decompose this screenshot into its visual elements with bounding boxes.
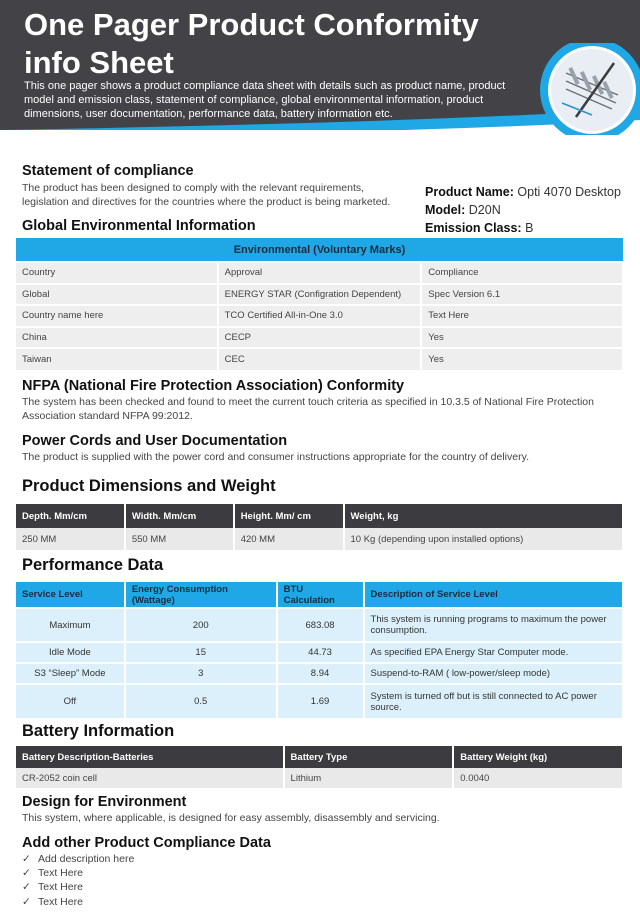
table-cell: 550 MM: [125, 528, 234, 550]
table-cell: Compliance: [421, 262, 623, 284]
check-icon: ✓: [22, 881, 31, 894]
column-header: Height. Mm/ cm: [234, 504, 344, 528]
table-row: [16, 284, 623, 306]
table-row: [16, 684, 623, 718]
table-header-row: [16, 582, 623, 608]
table-row: [16, 262, 623, 284]
power-text: The product is supplied with the power cord and consumer instructions appropriate for the country of delivery.: [22, 451, 529, 463]
power-section: [22, 433, 622, 464]
table-row: [16, 663, 623, 684]
nfpa-heading: NFPA (National Fire Protection Association) Conformity: [22, 378, 405, 394]
compliance-heading: Statement of compliance: [22, 163, 194, 179]
environment-heading: Global Environmental Information: [22, 218, 256, 234]
table-cell: Taiwan: [16, 348, 218, 370]
table-cell: 0.5: [125, 684, 277, 718]
check-icon: ✓: [22, 895, 31, 908]
table-row: [16, 348, 623, 370]
other-heading: Add other Product Compliance Data: [22, 835, 271, 851]
table-row: [16, 305, 623, 327]
table-cell: Maximum: [16, 608, 125, 642]
battery-table: [16, 746, 624, 788]
table-row: [16, 768, 623, 788]
column-header: Width. Mm/cm: [125, 504, 234, 528]
table-cell: 15: [125, 642, 277, 663]
list-item-text: Text Here: [38, 881, 83, 894]
table-cell: Country name here: [16, 305, 218, 327]
table-cell: Off: [16, 684, 125, 718]
table-cell: Lithium: [284, 768, 454, 788]
table-cell: China: [16, 327, 218, 349]
list-item-text: Text Here: [38, 867, 83, 880]
table-header-row: [16, 746, 623, 768]
table-cell: 1.69: [277, 684, 364, 718]
table-cell: This system is running programs to maximum the power consumption.: [364, 608, 623, 642]
list-item: [22, 866, 134, 880]
battery-heading: Battery Information: [22, 722, 175, 740]
column-header: Depth. Mm/cm: [16, 504, 125, 528]
check-icon: ✓: [22, 867, 31, 880]
emission-label: Emission Class:: [425, 221, 522, 235]
table-cell: CR-2052 coin cell: [16, 768, 284, 788]
design-section: [22, 794, 622, 825]
table-cell: 8.94: [277, 663, 364, 684]
environment-table: [16, 238, 624, 370]
performance-table: [16, 582, 624, 718]
table-row: [16, 608, 623, 642]
column-header: Energy Consumption (Wattage): [125, 582, 277, 608]
environment-table-title: Environmental (Voluntary Marks): [16, 238, 623, 262]
column-header: Battery Description-Batteries: [16, 746, 284, 768]
table-cell: ENERGY STAR (Configration Dependent): [218, 284, 422, 306]
table-cell: System is turned off but is still connected to AC power source.: [364, 684, 623, 718]
product-name-line: [425, 183, 621, 201]
page-subtitle: This one pager shows a product compliance data sheet with details such as product name, product model and emission class, statement of compliance, global environmental information, product dimensions, user documentation, performance data, battery information etc.: [24, 80, 506, 120]
table-cell: Spec Version 6.1: [421, 284, 623, 306]
compliance-text: The product has been designed to comply with the relevant requirements, legislation and directives for the countries where the product is being marketed.: [22, 182, 391, 208]
document-pen-icon: [532, 43, 640, 135]
table-cell: 3: [125, 663, 277, 684]
table-row: [16, 327, 623, 349]
table-row: [16, 642, 623, 663]
compliance-checklist: [22, 852, 134, 909]
dimensions-heading: Product Dimensions and Weight: [22, 477, 276, 495]
list-item-text: Text Here: [38, 895, 83, 908]
list-item: [22, 895, 134, 909]
column-header: Service Level: [16, 582, 125, 608]
power-heading: Power Cords and User Documentation: [22, 433, 288, 449]
nfpa-text: The system has been checked and found to meet the current touch criteria as specified in 10.3.5 of National Fire Protection Association standard NFPA 99:2012.: [22, 396, 594, 422]
table-cell: S3 “Sleep” Mode: [16, 663, 125, 684]
model-label: Model:: [425, 203, 466, 217]
table-cell: 683.08: [277, 608, 364, 642]
emission-line: [425, 219, 621, 237]
table-cell: 44.73: [277, 642, 364, 663]
design-heading: Design for Environment: [22, 794, 187, 810]
nfpa-section: [22, 378, 622, 423]
emission-value: B: [525, 221, 534, 235]
table-cell: 420 MM: [234, 528, 344, 550]
performance-heading: Performance Data: [22, 556, 164, 574]
page-title: One Pager Product Conformity info Sheet: [24, 7, 479, 80]
product-name-value: Opti 4070 Desktop: [517, 185, 621, 199]
table-cell: Yes: [421, 348, 623, 370]
product-name-label: Product Name:: [425, 185, 514, 199]
table-cell: As specified EPA Energy Star Computer mode.: [364, 642, 623, 663]
table-cell: 10 Kg (depending upon installed options): [344, 528, 623, 550]
list-item-text: Add description here: [38, 853, 135, 865]
table-cell: 250 MM: [16, 528, 125, 550]
check-icon: ✓: [22, 853, 31, 865]
table-cell: CECP: [218, 327, 422, 349]
table-cell: Suspend-to-RAM ( low-power/sleep mode): [364, 663, 623, 684]
table-cell: CEC: [218, 348, 422, 370]
table-cell: Global: [16, 284, 218, 306]
model-line: [425, 201, 621, 219]
column-header: BTU Calculation: [277, 582, 364, 608]
table-cell: 0.0040: [453, 768, 623, 788]
table-cell: Idle Mode: [16, 642, 125, 663]
table-cell: TCO Certified All-in-One 3.0: [218, 305, 422, 327]
model-value: D20N: [468, 203, 501, 217]
table-cell: Country: [16, 262, 218, 284]
list-item: [22, 880, 134, 894]
table-cell: Approval: [218, 262, 422, 284]
column-header: Weight, kg: [344, 504, 623, 528]
table-cell: 200: [125, 608, 277, 642]
column-header: Battery Weight (kg): [453, 746, 623, 768]
table-cell: Yes: [421, 327, 623, 349]
table-row: [16, 528, 623, 550]
column-header: Battery Type: [284, 746, 454, 768]
design-text: This system, where applicable, is designed for easy assembly, disassembly and servicing.: [22, 812, 440, 824]
dimensions-table: [16, 504, 624, 550]
product-info: [425, 183, 621, 237]
list-item: [22, 852, 134, 866]
table-cell: Text Here: [421, 305, 623, 327]
table-header-row: [16, 504, 623, 528]
column-header: Description of Service Level: [364, 582, 623, 608]
compliance-section: [22, 163, 412, 209]
